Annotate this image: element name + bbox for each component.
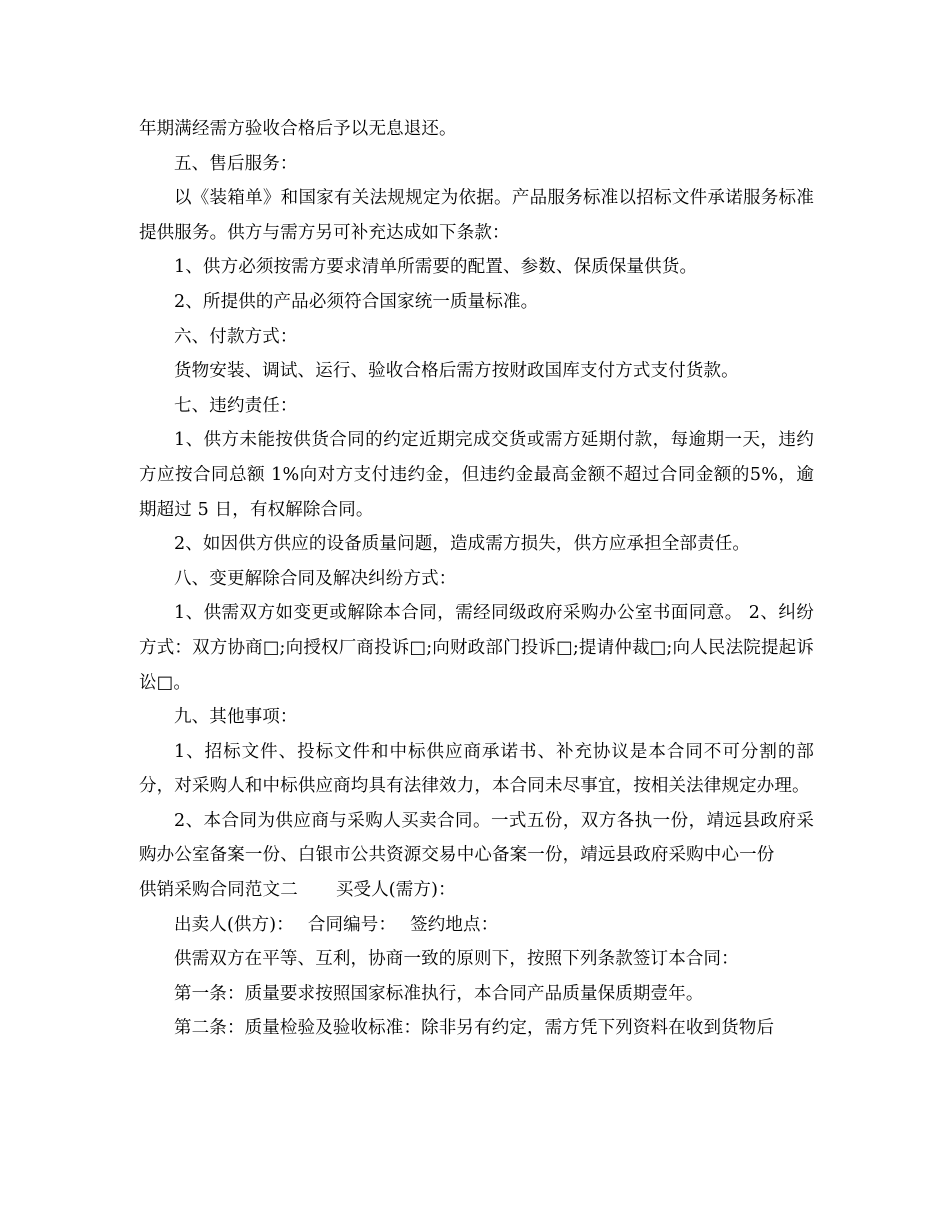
paragraph-breach-item-2: 2、如因供方供应的设备质量问题，造成需方损失，供方应承担全部责任。 bbox=[174, 534, 751, 555]
heading-dispute: 八、变更解除合同及解决纠纷方式： bbox=[174, 568, 457, 589]
sign-place-label: 签约地点： bbox=[410, 914, 499, 935]
paragraph-breach-item-1: 1、供方未能按供货合同的约定近期完成交货或需方延期付款，每逾期一天，违约方应按合同总额 1%向对方支付违约金，但违约金最高金额不超过合同金额的5%，逾期超过 5 日，有权解除合同。 bbox=[139, 430, 814, 520]
paragraph-article-2: 第二条：质量检验及验收标准：除非另有约定，需方凭下列资料在收到货物后 bbox=[174, 1018, 775, 1039]
buyer-label: 买受人(需方)： bbox=[335, 880, 456, 901]
section-title-row bbox=[139, 873, 814, 908]
document-body bbox=[139, 112, 814, 1046]
paragraph-after-sales-item-2: 2、所提供的产品必须符合国家统一质量标准。 bbox=[174, 291, 539, 312]
paragraph-article-1: 第一条：质量要求按照国家标准执行，本合同产品质量保质期壹年。 bbox=[174, 983, 704, 1004]
paragraph-payment: 货物安装、调试、运行、验收合格后需方按财政国库支付方式支付货款。 bbox=[174, 361, 739, 382]
paragraph-deposit-return: 年期满经需方验收合格后予以无息退还。 bbox=[139, 119, 457, 139]
heading-after-sales: 五、售后服务： bbox=[174, 153, 298, 174]
party-info-row bbox=[139, 908, 814, 943]
paragraph-contract-preamble: 供需双方在平等、互利，协商一致的原则下，按照下列条款签订本合同： bbox=[174, 949, 739, 970]
paragraph-other-item-2: 2、本合同为供应商与采购人买卖合同。一式五份，双方各执一份，靖远县政府采购办公室备案一份、白银市公共资源交易中心备案一份，靖远县政府采购中心一份 bbox=[139, 810, 814, 866]
contract-no-label: 合同编号： bbox=[307, 914, 397, 935]
paragraph-after-sales-basis: 以《装箱单》和国家有关法规规定为依据。产品服务标准以招标文件承诺服务标准提供服务。供方与需方另可补充达成如下条款： bbox=[139, 188, 814, 243]
paragraph-dispute: 1、供需双方如变更或解除本合同，需经同级政府采购办公室书面同意。 2、纠纷方式：双方协商□;向授权厂商投诉□;向财政部门投诉□;提请仲裁□;向人民法院提起诉讼□。 bbox=[139, 603, 814, 693]
heading-breach: 七、违约责任： bbox=[174, 395, 298, 416]
heading-payment: 六、付款方式： bbox=[174, 326, 298, 347]
seller-label: 出卖人(供方)： bbox=[174, 914, 294, 935]
paragraph-after-sales-item-1: 1、供方必须按需方要求清单所需要的配置、参数、保质保量供货。 bbox=[174, 257, 698, 278]
section-title: 供销采购合同范文二 bbox=[139, 880, 298, 901]
heading-other-matters: 九、其他事项： bbox=[174, 707, 298, 728]
paragraph-other-item-1: 1、招标文件、投标文件和中标供应商承诺书、补充协议是本合同不可分割的部分，对采购人和中标供应商均具有法律效力，本合同未尽事宜，按相关法律规定办理。 bbox=[139, 741, 814, 797]
